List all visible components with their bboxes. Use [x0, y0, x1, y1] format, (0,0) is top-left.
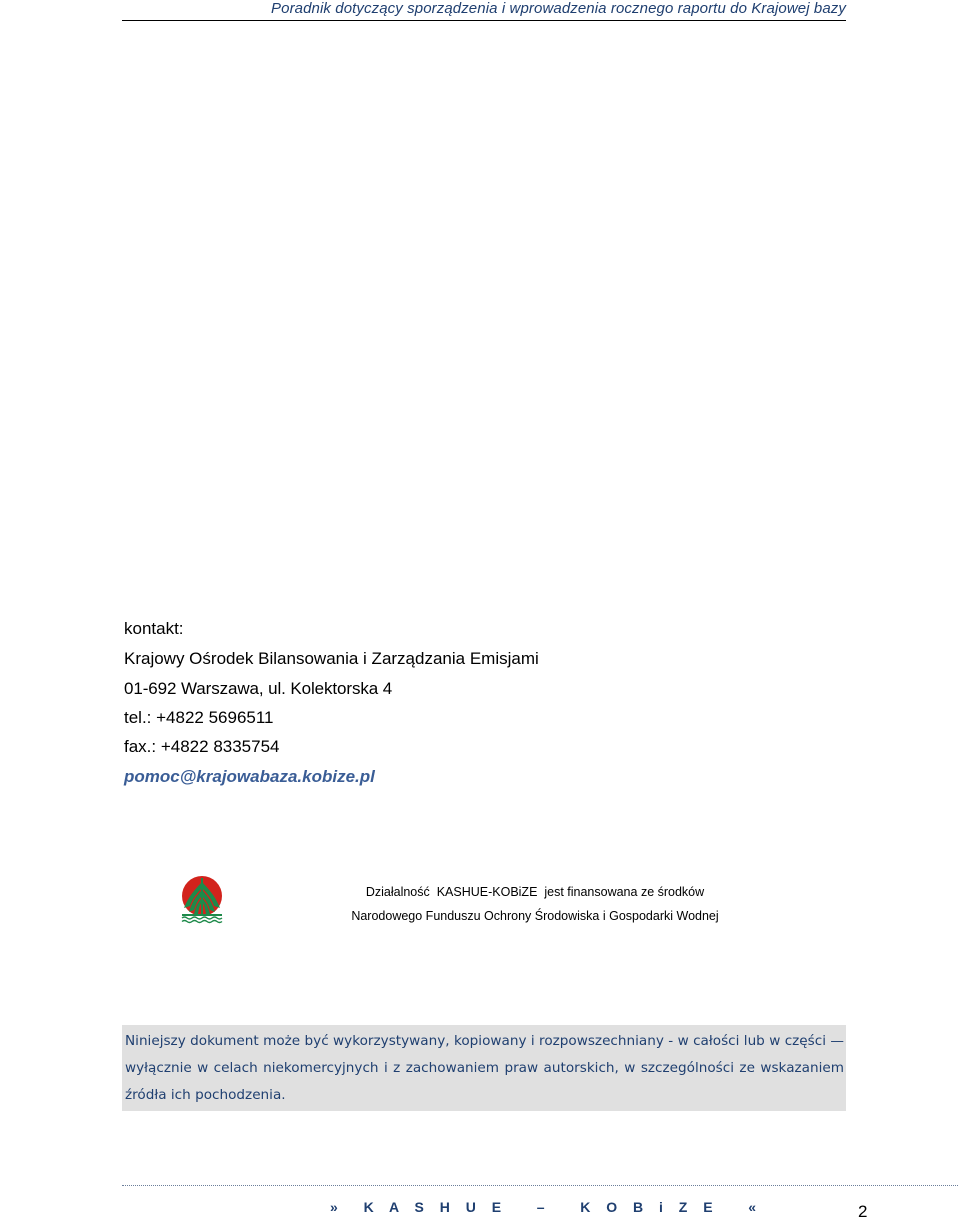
contact-organization: Krajowy Ośrodek Bilansowania i Zarządzania Emisjami — [124, 649, 539, 668]
header-title: Poradnik dotyczący sporządzenia i wprowadzenia rocznego raportu do Krajowej bazy — [271, 0, 846, 17]
nfosigw-logo-icon — [180, 874, 224, 924]
contact-email-link[interactable]: pomoc@krajowabaza.kobize.pl — [124, 767, 375, 786]
funding-statement — [300, 880, 770, 928]
footer-divider — [122, 1185, 958, 1186]
footer-brand: » K A S H U E – K O B i Z E « — [330, 1199, 763, 1215]
funding-line-1: Działalność KASHUE-KOBiZE jest finansowana ze środków — [365, 885, 705, 899]
contact-address: 01-692 Warszawa, ul. Kolektorska 4 — [124, 679, 393, 698]
usage-notice-text: Niniejszy dokument może być wykorzystywany, kopiowany i rozpowszechniany - w całości lub w części — wyłącznie w celach niekomercyjnych i z zachowaniem praw autorskich, w szczególności ze wskazaniem źródła ich pochodzenia. — [125, 1033, 844, 1103]
page-number: 2 — [858, 1202, 868, 1221]
usage-notice-box — [122, 1025, 846, 1111]
contact-fax: fax.: +4822 8335754 — [124, 737, 280, 756]
page-header — [122, 0, 846, 21]
contact-phone: tel.: +4822 5696511 — [124, 708, 274, 727]
funding-line-2: Narodowego Funduszu Ochrony Środowiska i Gospodarki Wodnej — [351, 909, 719, 923]
contact-label: kontakt: — [124, 619, 184, 638]
